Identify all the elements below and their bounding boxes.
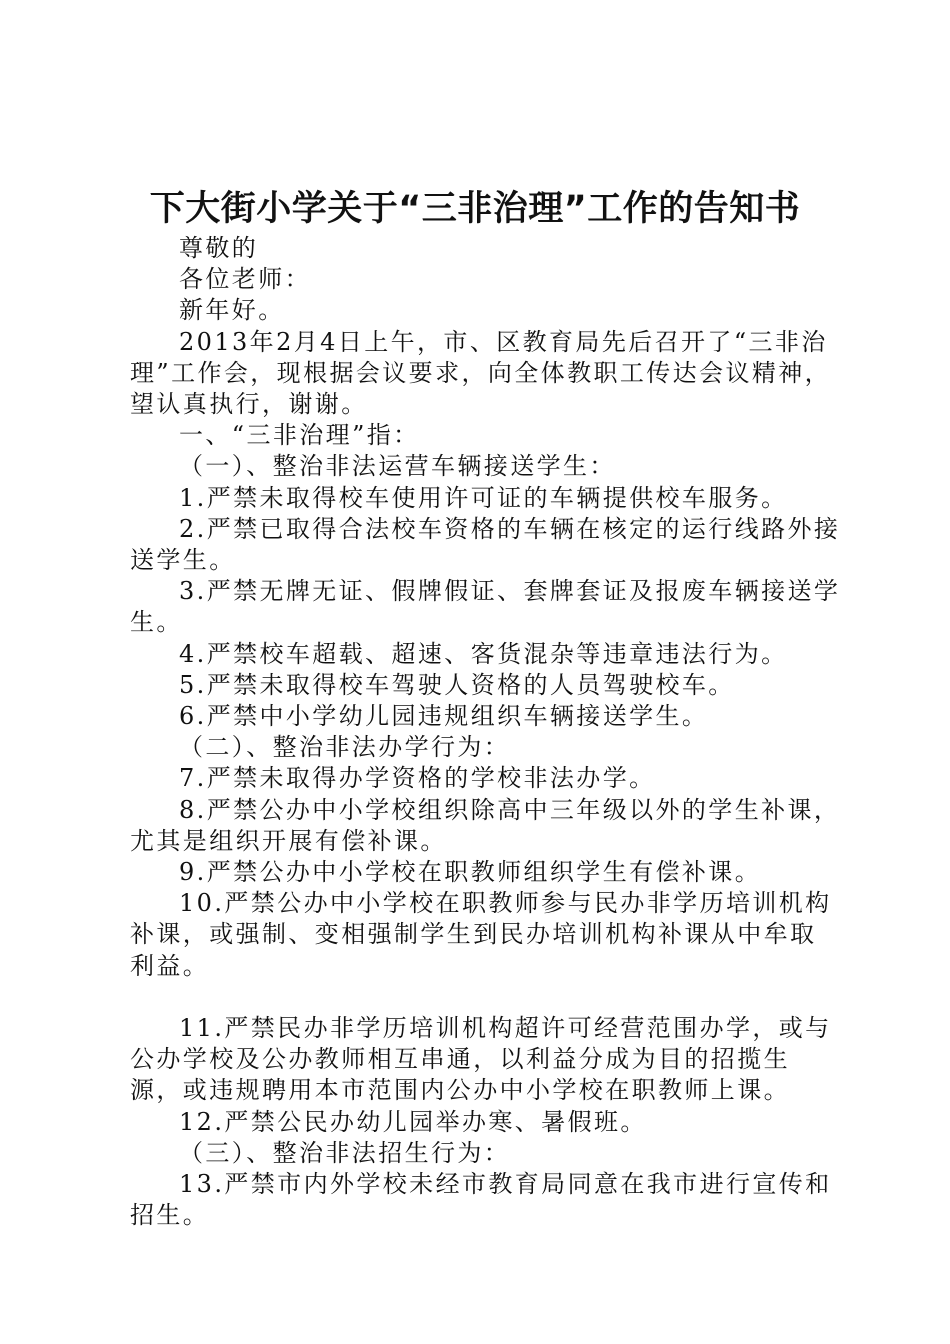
subsection-heading: （二）、整治非法办学行为：	[179, 733, 511, 762]
subsection-heading: （三）、整治非法招生行为：	[179, 1138, 511, 1167]
rule-item: 6.严禁中小学幼儿园违规组织车辆接送学生。	[179, 702, 709, 731]
rule-item: 9.严禁公办中小学校在职教师组织学生有偿补课。	[179, 858, 762, 887]
document-body	[130, 233, 842, 1231]
rule-item: 7.严禁未取得办学资格的学校非法办学。	[179, 764, 656, 793]
rule-item: 12.严禁公民办幼儿园举办寒、暑假班。	[179, 1107, 647, 1136]
rule-item: 2.严禁已取得合法校车资格的车辆在核定的运行线路外接送学生。	[130, 514, 841, 575]
section-heading: 一、“三非治理”指：	[179, 421, 420, 450]
rule-item: 8.严禁公办中小学校组织除高中三年级以外的学生补课，尤其是组织开展有偿补课。	[130, 795, 841, 855]
rule-item: 1.严禁未取得校车使用许可证的车辆提供校车服务。	[179, 483, 788, 512]
rule-item: 3.严禁无牌无证、假牌假证、套牌套证及报废车辆接送学生。	[130, 577, 841, 637]
rule-item: 13.严禁市内外学校未经市教育局同意在我市进行宣传和招生。	[130, 1170, 832, 1230]
rule-item: 11.严禁民办非学历培训机构超许可经营范围办学，或与公办学校及公办教师相互串通，以利益分成为目的招揽生源，或违规聘用本市范围内公办中小学校在职教师上课。	[130, 1014, 832, 1105]
addressee-line: 各位老师：	[179, 265, 311, 294]
salutation-line: 尊敬的	[179, 234, 259, 262]
greeting-line: 新年好。	[179, 296, 285, 325]
rule-item: 10.严禁公办中小学校在职教师参与民办非学历培训机构补课，或强制、变相强制学生到民办培训机构补课从中牟取利益。	[130, 889, 832, 980]
rule-item: 5.严禁未取得校车驾驶人资格的人员驾驶校车。	[179, 670, 735, 699]
subsection-heading: （一）、整治非法运营车辆接送学生：	[179, 452, 616, 481]
document-title: 下大街小学关于“三非治理”工作的告知书	[149, 189, 801, 229]
rule-item: 4.严禁校车超载、超速、客货混杂等违章违法行为。	[179, 639, 788, 668]
intro-paragraph: 2013年2月4日上午，市、区教育局先后召开了“三非治理”工作会，现根据会议要求，向全体教职工传达会议精神，望认真执行，谢谢。	[130, 327, 832, 419]
